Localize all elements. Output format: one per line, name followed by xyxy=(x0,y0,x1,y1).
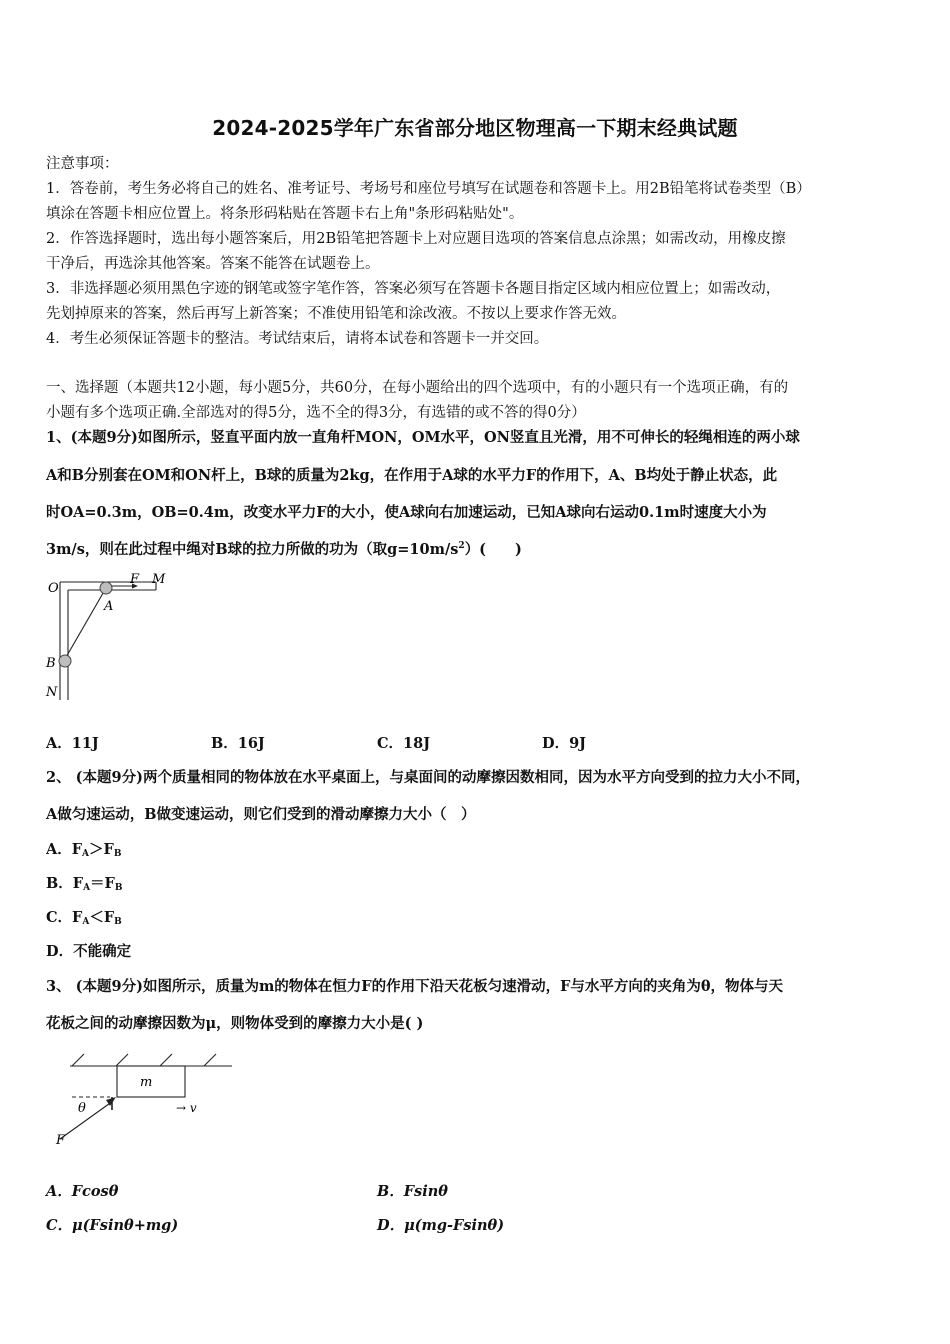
q3-fig-label-f: F xyxy=(56,1133,66,1148)
notice-heading: 注意事项： xyxy=(46,156,119,172)
q1-last-sup: 2 xyxy=(458,541,465,552)
q2-option-c xyxy=(46,906,122,927)
q1-text-line: A和B分别套在OM和ON杆上，B球的质量为2kg，在作用于A球的水平力F的作用下，A、B均处于静止状态，此 xyxy=(46,467,778,484)
q2-option-c-sub2: B xyxy=(114,917,122,927)
q1-last-pre: 3m/s，则在此过程中绳对B球的拉力所做的功为（取g=10m/s xyxy=(46,541,459,558)
q2-option-a-sub1: A xyxy=(82,849,90,859)
q3-fig-label-theta: θ xyxy=(78,1101,86,1116)
q1-fig-label-b: B xyxy=(46,656,56,671)
q3-option-b: B．Fsinθ xyxy=(377,1183,448,1200)
q2-option-b-label: B．F xyxy=(46,875,84,892)
q2-option-b-sub2: B xyxy=(114,883,123,893)
q2-option-a-sub2: B xyxy=(113,849,122,859)
q1-fig-label-f: F xyxy=(130,572,140,587)
notice-line: 干净后，再选涂其他答案。答案不能答在试题卷上。 xyxy=(46,256,380,272)
q3-fig-label-v: → v xyxy=(176,1101,197,1115)
section-header-line: 一、选择题（本题共12小题，每小题5分，共60分，在每小题给出的四个选项中，有的小题只有一个选项正确，有的 xyxy=(46,380,789,396)
q1-option-d: D．9J xyxy=(542,735,587,752)
q2-option-c-sub1: A xyxy=(82,917,90,927)
q1-fig-label-a: A xyxy=(104,599,114,614)
q2-option-b-sub1: A xyxy=(83,883,91,893)
q3-figure xyxy=(50,1046,240,1156)
q3-text-line: 3、 (本题9分)如图所示，质量为m的物体在恒力F的作用下沿天花板匀速滑动，F与水平方向的夹角为θ，物体与天 xyxy=(46,978,784,995)
exam-title: 2024-2025学年广东省部分地区物理高一下期末经典试题 xyxy=(212,116,738,140)
q2-option-b xyxy=(46,872,122,893)
q2-option-a-rel: ＞F xyxy=(89,841,114,858)
q2-text-line: A做匀速运动，B做变速运动，则它们受到的滑动摩擦力大小（ ） xyxy=(46,806,476,823)
notice-line: 2．作答选择题时，选出每小题答案后，用2B铅笔把答题卡上对应题目选项的答案信息点涂黑；如需改动，用橡皮擦 xyxy=(46,231,786,247)
q1-option-c: C．18J xyxy=(377,735,431,752)
q3-option-a: A．Fcosθ xyxy=(46,1183,119,1200)
q2-option-d: D．不能确定 xyxy=(46,943,132,960)
q1-fig-label-n: N xyxy=(46,685,58,700)
q2-option-c-rel: ＜F xyxy=(89,909,115,926)
q2-text-line: 2、 (本题9分)两个质量相同的物体放在水平桌面上，与桌面间的动摩擦因数相同，因为水平方向受到的拉力大小不同， xyxy=(46,769,810,786)
q1-option-a: A．11J xyxy=(46,735,99,752)
q2-option-b-rel: ＝F xyxy=(90,875,115,892)
q1-fig-label-m: M xyxy=(152,572,166,587)
q1-fig-label-o: O xyxy=(48,581,59,596)
section-header-line: 小题有多个选项正确.全部选对的得5分，选不全的得3分，有选错的或不答的得0分） xyxy=(46,405,586,421)
q3-text-line: 花板之间的动摩擦因数为μ，则物体受到的摩擦力大小是( ) xyxy=(46,1015,424,1032)
notice-line: 4．考生必须保证答题卡的整洁。考试结束后，请将本试卷和答题卡一并交回。 xyxy=(46,331,549,347)
q1-text-line: 时OA=0.3m，OB=0.4m，改变水平力F的大小，使A球向右加速运动，已知A球向右运动0.1m时速度大小为 xyxy=(46,504,767,521)
q2-option-c-label: C．F xyxy=(46,909,83,926)
q3-option-d: D．μ(mg-Fsinθ) xyxy=(377,1217,505,1234)
q1-figure xyxy=(40,570,180,705)
notice-line: 1．答卷前，考生务必将自己的姓名、准考证号、考场号和座位号填写在试题卷和答题卡上。用2B铅笔将试卷类型（B） xyxy=(46,181,811,197)
notice-line: 3．非选择题必须用黑色字迹的钢笔或签字笔作答，答案必须写在答题卡各题目指定区域内相应位置上；如需改动， xyxy=(46,281,781,297)
q2-option-a xyxy=(46,838,121,859)
q3-option-c: C．μ(Fsinθ+mg) xyxy=(46,1217,179,1234)
notice-line: 填涂在答题卡相应位置上。将条形码粘贴在答题卡右上角"条形码粘贴处"。 xyxy=(46,206,524,222)
q1-text-line: 1、(本题9分)如图所示，竖直平面内放一直角杆MON，OM水平，ON竖直且光滑，用不可伸长的轻绳相连的两小球 xyxy=(46,429,800,446)
notice-line: 先划掉原来的答案，然后再写上新答案；不准使用铅笔和涂改液。不按以上要求作答无效。 xyxy=(46,306,626,322)
q1-last-post: ）( ) xyxy=(464,541,522,558)
q1-text-line-last xyxy=(46,538,916,559)
q1-option-b: B．16J xyxy=(211,735,265,752)
q2-option-a-label: A．F xyxy=(46,841,83,858)
q3-fig-label-m: m xyxy=(140,1075,153,1090)
